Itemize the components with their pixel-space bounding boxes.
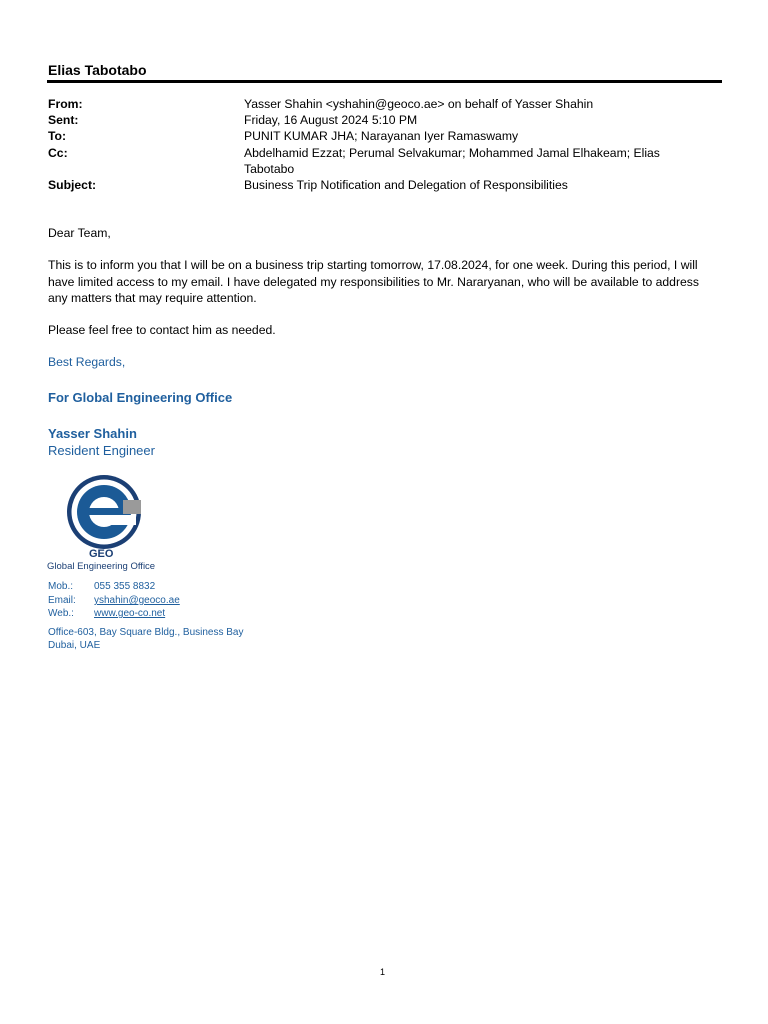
greeting: Dear Team,: [48, 226, 111, 240]
logo-text: GEO: [89, 548, 114, 560]
page-number: 1: [380, 967, 386, 977]
cc-label: Cc:: [48, 146, 68, 160]
email-link[interactable]: yshahin@geoco.ae: [94, 595, 180, 606]
to-value: PUNIT KUMAR JHA; Narayanan Iyer Ramaswamy: [244, 129, 519, 143]
subject-value: Business Trip Notification and Delegation of Responsibilities: [244, 178, 568, 192]
header-divider: [47, 80, 722, 83]
mobile-label: Mob.:: [48, 581, 74, 592]
signature-name: Yasser Shahin: [48, 426, 137, 441]
address-line-1: Office-603, Bay Square Bldg., Business Bay: [48, 627, 244, 638]
web-label: Web.:: [48, 608, 74, 619]
logo-tagline: Global Engineering Office: [47, 561, 156, 572]
signature-title: Resident Engineer: [48, 443, 155, 458]
body-paragraph-1: This is to inform you that I will be on a business trip starting tomorrow, 17.08.2024, for one week. During this period, I will have limited access to my email. I have delegated my responsibilities to Mr. Nararyanan, who will be available to address any matters that may require attention.: [48, 258, 699, 305]
address-line-2: Dubai, UAE: [48, 640, 101, 651]
email-label: Email:: [48, 595, 76, 606]
web-link[interactable]: www.geo-co.net: [94, 608, 166, 619]
sent-value: Friday, 16 August 2024 5:10 PM: [244, 113, 418, 127]
subject-label: Subject:: [48, 178, 97, 192]
from-label: From:: [48, 97, 83, 111]
sent-label: Sent:: [48, 113, 79, 127]
from-value: Yasser Shahin <yshahin@geoco.ae> on behalf of Yasser Shahin: [244, 97, 594, 111]
to-label: To:: [48, 129, 67, 143]
body-paragraph-2: Please feel free to contact him as needed.: [48, 323, 276, 337]
mailbox-owner-name: Elias Tabotabo: [48, 62, 147, 78]
geo-logo: [60, 474, 150, 556]
signature-org-line: For Global Engineering Office: [48, 390, 233, 405]
mobile-value: 055 355 8832: [94, 581, 156, 592]
signature-regards: Best Regards,: [48, 355, 126, 369]
cc-value: Abdelhamid Ezzat; Perumal Selvakumar; Mohammed Jamal Elhakeam; Elias Tabotabo: [244, 146, 660, 176]
